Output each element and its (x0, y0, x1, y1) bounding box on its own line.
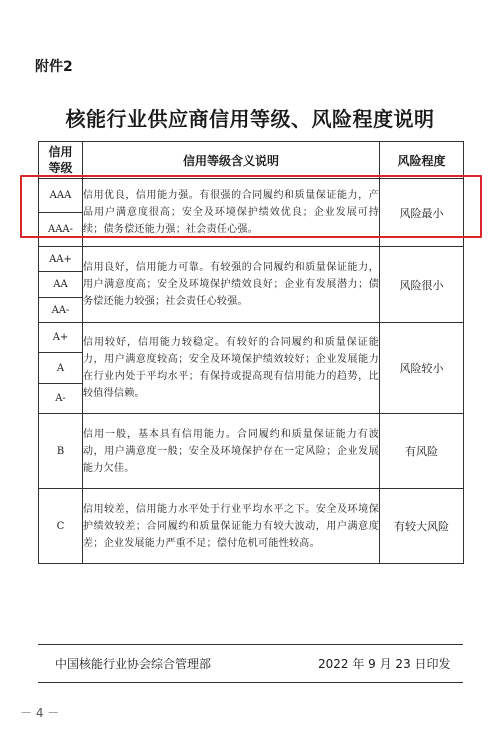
header-description: 信用等级含义说明 (83, 142, 380, 179)
table-header-row (39, 142, 464, 179)
document-title: 核能行业供应商信用等级、风险程度说明 (65, 107, 435, 131)
footer-organization: 中国核能行业协会综合管理部 (55, 657, 212, 671)
grade-cell: A- (39, 384, 83, 414)
grade-cell: B (39, 414, 83, 489)
footer-date: 2022 年 9 月 23 日印发 (318, 657, 451, 671)
risk-cell: 有较大风险 (380, 489, 464, 564)
table-row (39, 247, 464, 272)
highlight-box (20, 175, 482, 238)
grade-cell: AA (39, 272, 83, 298)
grade-cell: AAA (39, 179, 83, 213)
description-cell: 信用较差，信用能力水平处于行业平均水平之下。安全及环境保护绩效较差；合同履约和质量保证能力有较大波动，用户满意度差；企业发展能力严重不足；偿付危机可能性较高。 (83, 489, 380, 564)
attachment-label: 附件2 (35, 59, 73, 75)
header-grade: 信用等级 (39, 142, 83, 179)
description-cell: 信用优良，信用能力强。有很强的合同履约和质量保证能力，产品用户满意度很高；安全及环境保护绩效优良；企业发展可持续；债务偿还能力强；社会责任心强。 (83, 179, 380, 247)
grade-cell: A+ (39, 323, 83, 353)
risk-cell: 风险很小 (380, 247, 464, 323)
grade-cell: A (39, 353, 83, 384)
description-cell: 信用一般，基本具有信用能力。合同履约和质量保证能力有波动，用户满意度一般；安全及环境保护存在一定风险；企业发展能力欠佳。 (83, 414, 380, 489)
grade-cell: AA- (39, 298, 83, 323)
description-cell: 信用较好，信用能力较稳定。有较好的合同履约和质量保证能力，用户满意度较高；安全及环境保护绩效较好；企业发展能力在行业内处于平均水平；有保持或提高现有信用能力的趋势，比较值得信赖。 (83, 323, 380, 414)
table-row (39, 489, 464, 564)
footer-divider-bottom (38, 682, 463, 683)
grade-cell: AAA- (39, 213, 83, 247)
grade-cell: AA+ (39, 247, 83, 272)
grade-cell: C (39, 489, 83, 564)
table-row (39, 323, 464, 353)
description-cell: 信用良好，信用能力可靠。有较强的合同履约和质量保证能力，用户满意度高；安全及环境保护绩效良好；企业有发展潜力；债务偿还能力较强；社会责任心较强。 (83, 247, 380, 323)
table-row (39, 414, 464, 489)
risk-cell: 风险最小 (380, 179, 464, 247)
risk-cell: 有风险 (380, 414, 464, 489)
page-number: － 4 － (20, 706, 60, 720)
risk-cell: 风险较小 (380, 323, 464, 414)
header-risk: 风险程度 (380, 142, 464, 179)
footer-divider-top (38, 644, 463, 645)
